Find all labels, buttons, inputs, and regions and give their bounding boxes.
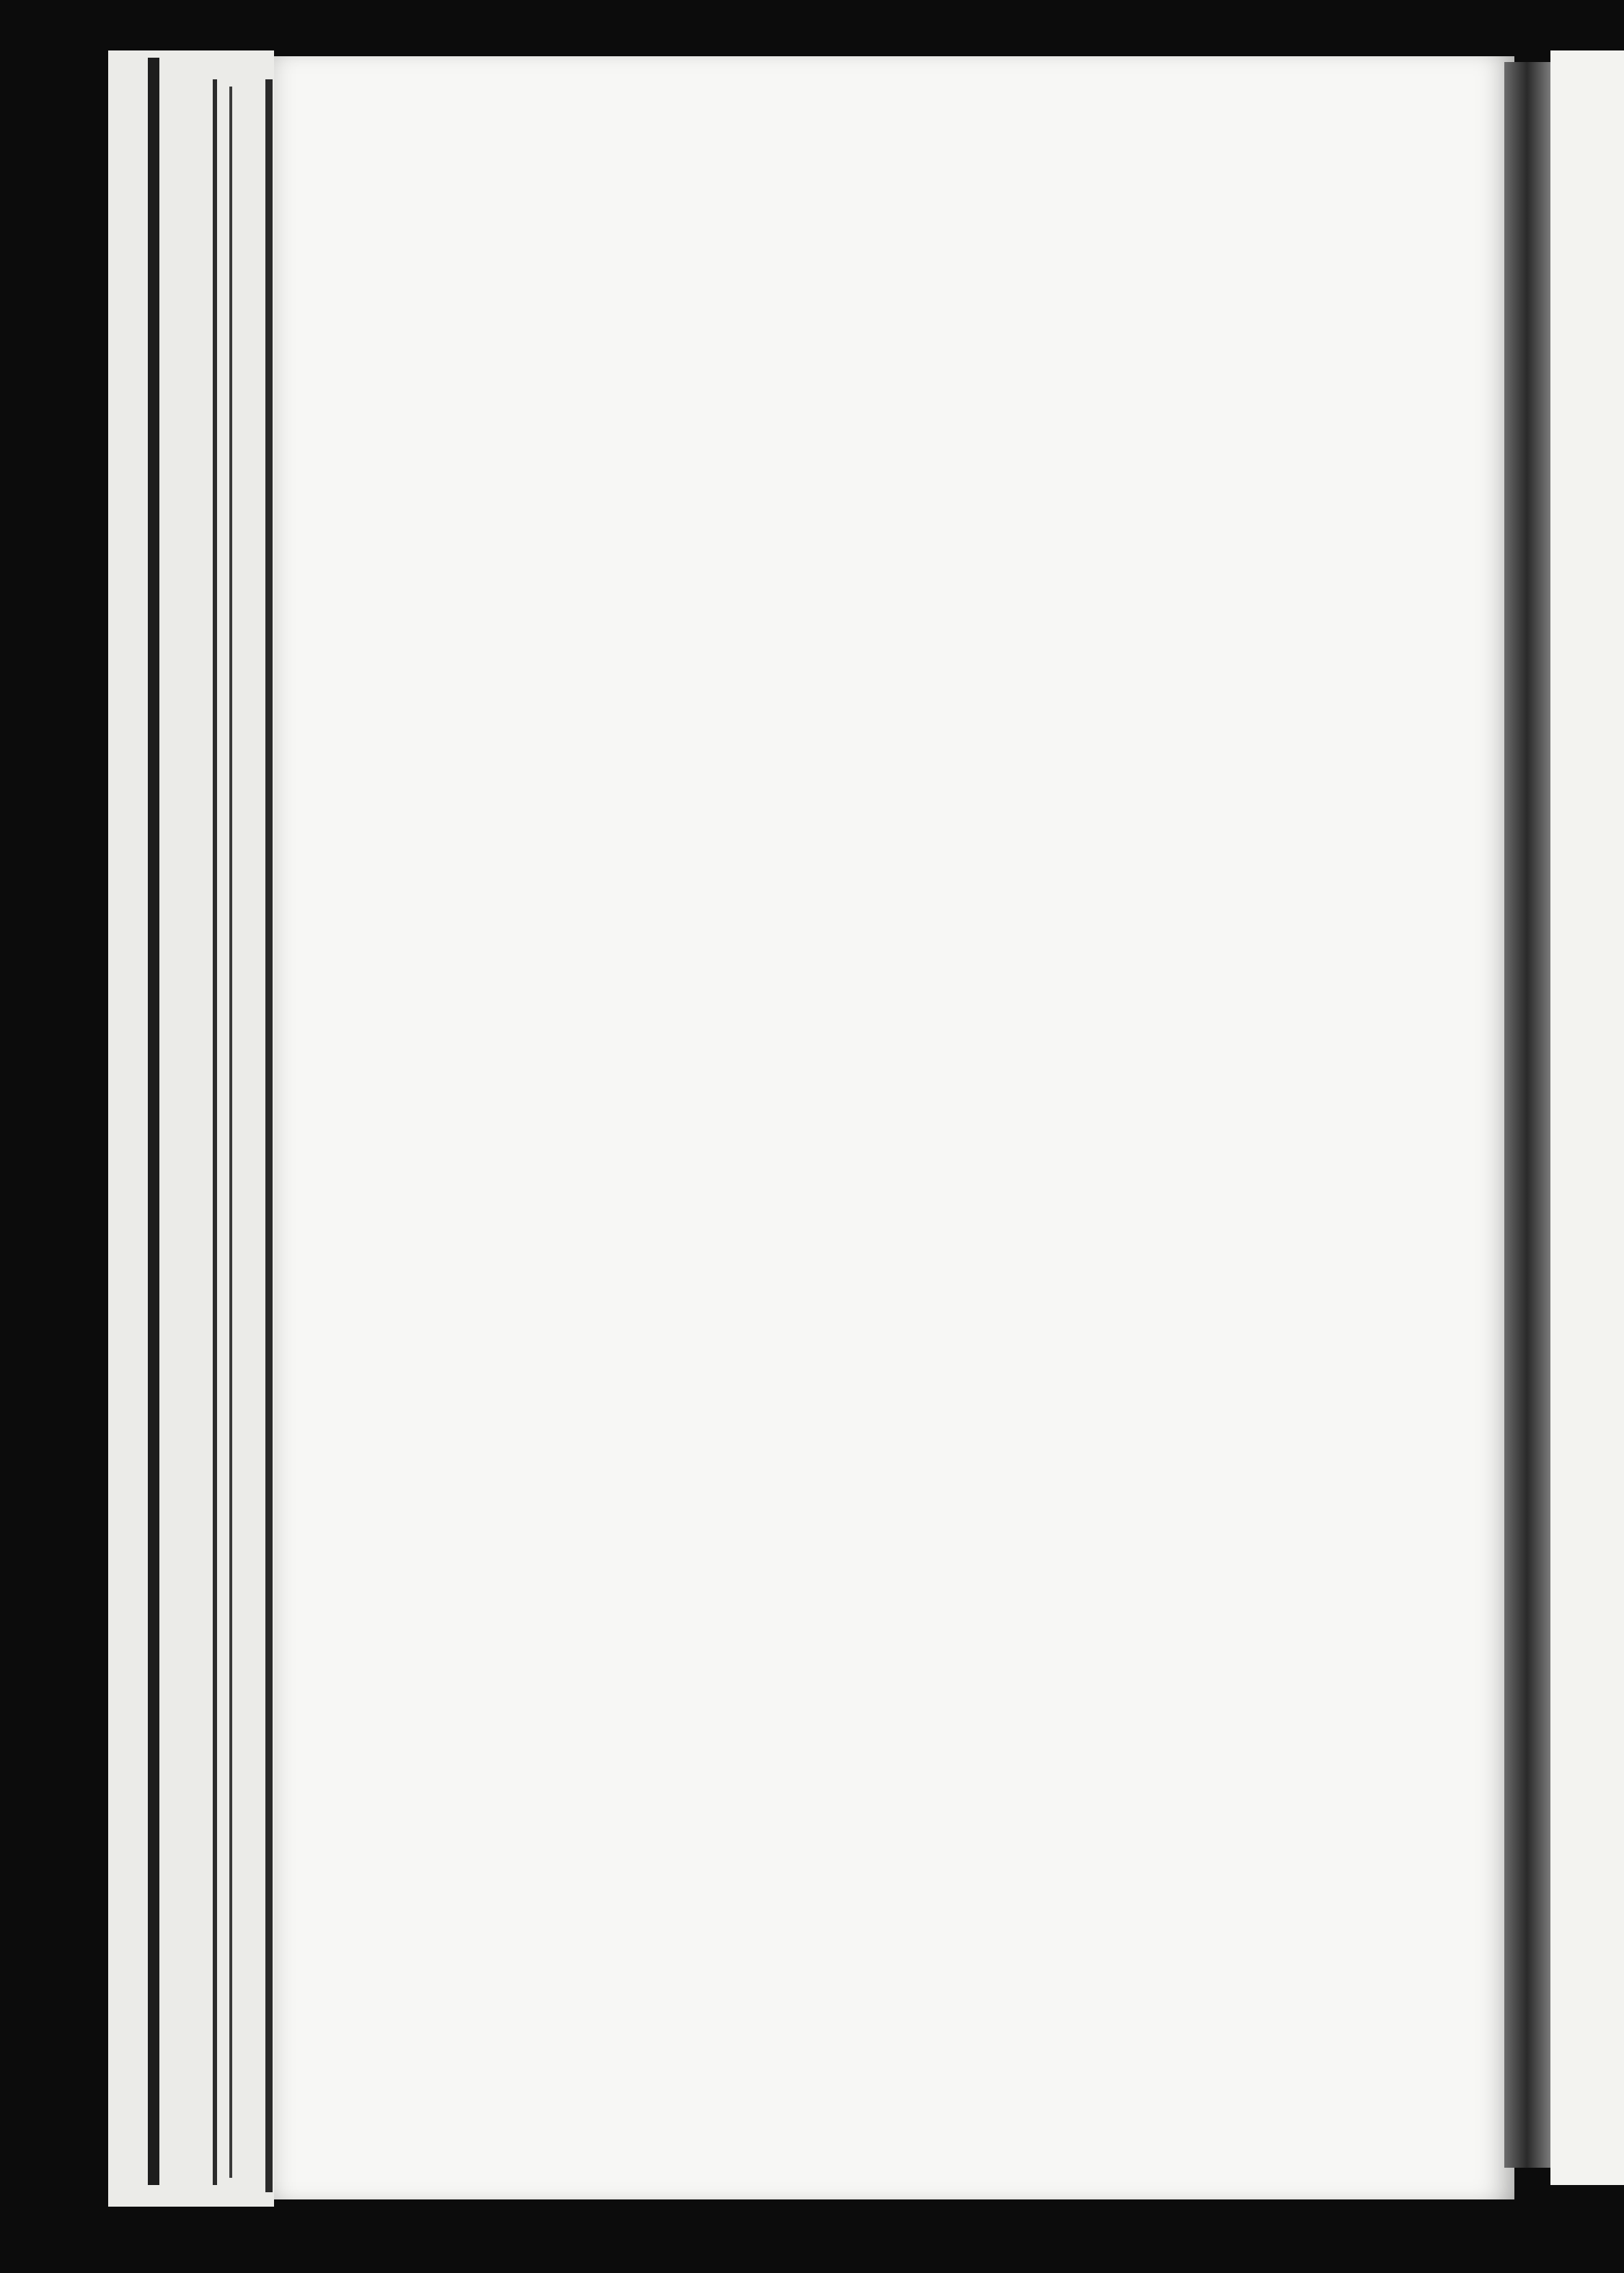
page-edge-line [229, 87, 232, 2178]
gutter-shadow [1504, 62, 1555, 2168]
page-edge-line [265, 79, 273, 2192]
page-edge-line [213, 79, 217, 2185]
page [274, 56, 1514, 2199]
page-edge [108, 50, 274, 2207]
right-page [1550, 50, 1624, 2185]
page-edge-shadow [148, 58, 159, 2185]
